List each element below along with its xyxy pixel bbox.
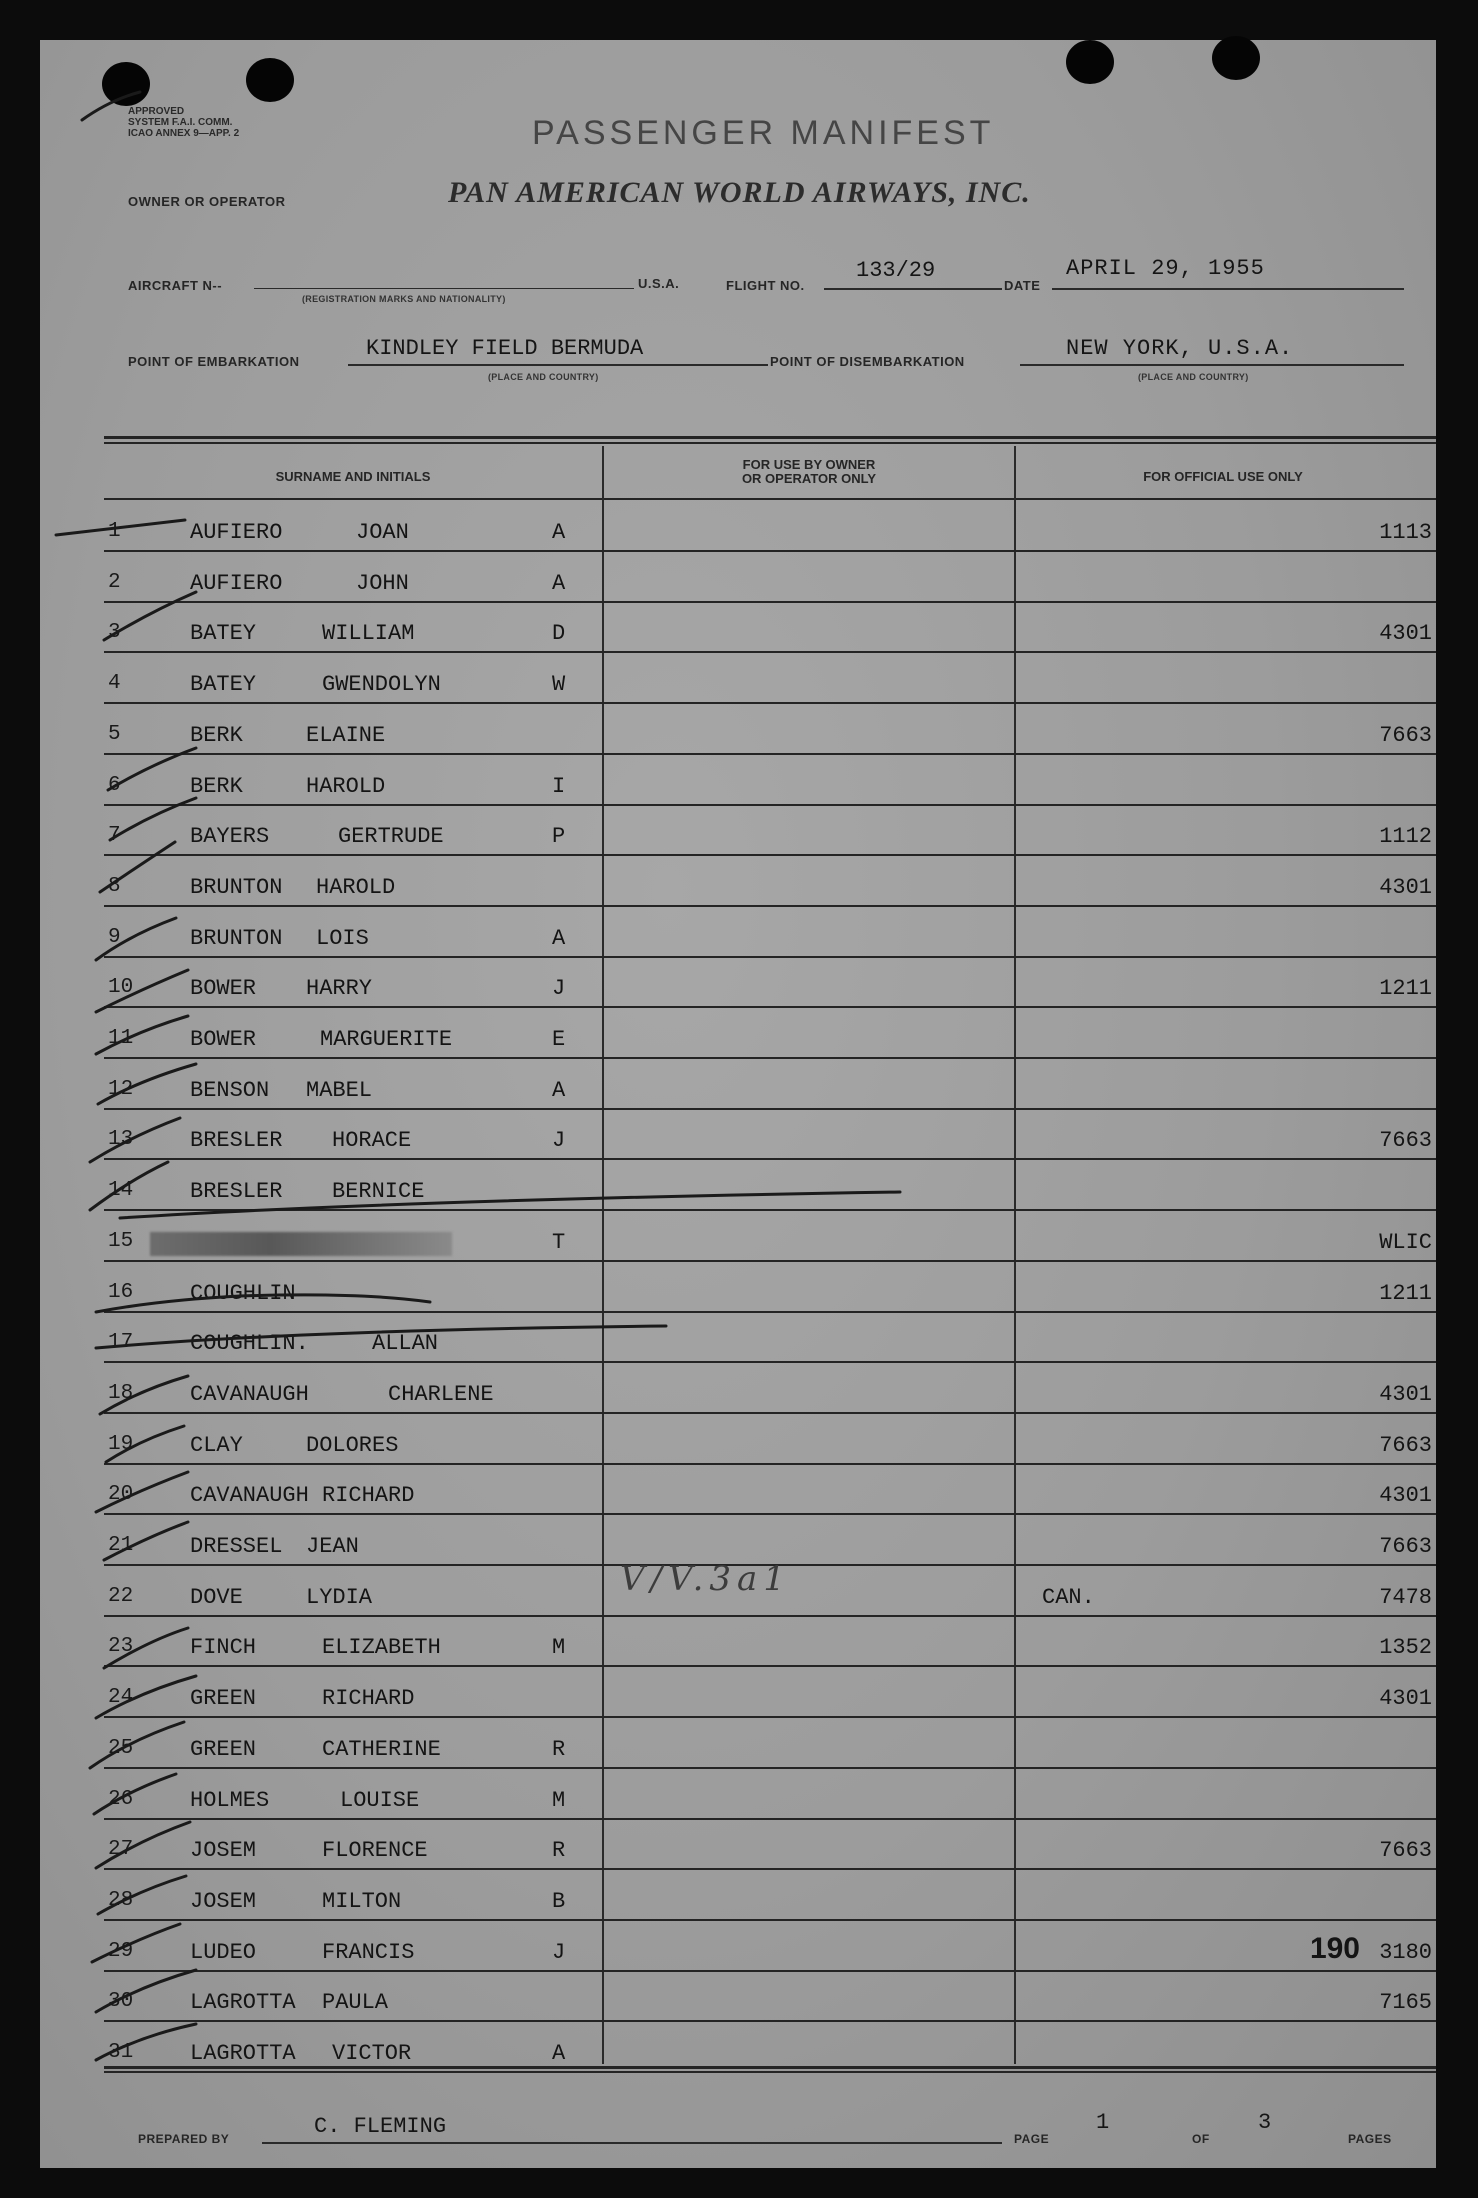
surname-cell: LUDEO bbox=[190, 1940, 257, 1965]
table-row bbox=[0, 1776, 1478, 1826]
surname-cell: BATEY bbox=[190, 621, 257, 646]
flight-label: FLIGHT NO. bbox=[726, 278, 805, 293]
table-row bbox=[0, 914, 1478, 964]
row-number: 19 bbox=[108, 1433, 134, 1456]
table-row bbox=[0, 660, 1478, 710]
aircraft-underline bbox=[254, 288, 634, 289]
surname-cell: BRESLER bbox=[190, 1179, 283, 1204]
date-label: DATE bbox=[1004, 278, 1041, 293]
surname-cell: LAGROTTA bbox=[190, 2041, 296, 2066]
table-row bbox=[0, 1877, 1478, 1927]
row-number: 14 bbox=[108, 1179, 134, 1202]
stamp-line: ICAO ANNEX 9—APP. 2 bbox=[128, 128, 240, 139]
official-code-cell: WLIC bbox=[1379, 1230, 1432, 1255]
table-row bbox=[0, 559, 1478, 609]
prepared-by-value: C. FLEMING bbox=[314, 2114, 447, 2139]
table-row bbox=[0, 1269, 1478, 1319]
given-name-cell: GERTRUDE bbox=[338, 824, 444, 849]
initial-cell: I bbox=[552, 774, 566, 799]
table-row bbox=[0, 1826, 1478, 1876]
date-value: APRIL 29, 1955 bbox=[1066, 256, 1265, 281]
given-name-cell: JOAN bbox=[356, 520, 409, 545]
surname-cell: BERK bbox=[190, 774, 243, 799]
page-label: PAGE bbox=[1014, 2132, 1050, 2146]
given-name-cell: HARRY bbox=[306, 976, 373, 1001]
given-name-cell: WILLIAM bbox=[322, 621, 415, 646]
official-code-cell: 4301 bbox=[1379, 1686, 1432, 1711]
initial-cell: A bbox=[552, 1078, 566, 1103]
stamp-line: APPROVED bbox=[128, 106, 185, 117]
row-number: 28 bbox=[108, 1889, 134, 1912]
given-name-cell: CATHERINE bbox=[322, 1737, 441, 1762]
surname-cell: JOSEM bbox=[190, 1889, 257, 1914]
row-number: 6 bbox=[108, 774, 121, 797]
given-name-cell: FRANCIS bbox=[322, 1940, 415, 1965]
given-name-cell: FLORENCE bbox=[322, 1838, 428, 1863]
given-name-cell: HAROLD bbox=[306, 774, 386, 799]
initial-cell: M bbox=[552, 1635, 566, 1660]
initial-cell: W bbox=[552, 672, 566, 697]
table-row bbox=[0, 1015, 1478, 1065]
initial-cell: E bbox=[552, 1027, 566, 1052]
surname-cell: GREEN bbox=[190, 1686, 257, 1711]
given-name-cell: MABEL bbox=[306, 1078, 373, 1103]
surname-cell: BRESLER bbox=[190, 1128, 283, 1153]
official-code-cell: 1211 bbox=[1379, 976, 1432, 1001]
flight-underline bbox=[824, 288, 1002, 290]
surname-cell: HOLMES bbox=[190, 1788, 270, 1813]
row-number: 31 bbox=[108, 2041, 134, 2064]
given-name-cell: ELIZABETH bbox=[322, 1635, 441, 1660]
surname-header: SURNAME AND INITIALS bbox=[275, 469, 431, 484]
row-number: 18 bbox=[108, 1382, 134, 1405]
official-code-cell: 1352 bbox=[1379, 1635, 1432, 1660]
of-label: OF bbox=[1192, 2132, 1210, 2146]
given-name-cell: LYDIA bbox=[306, 1585, 373, 1610]
prepared-underline bbox=[262, 2142, 1002, 2144]
given-name-cell: VICTOR bbox=[332, 2041, 412, 2066]
redaction-mark bbox=[150, 1232, 452, 1256]
initial-cell: J bbox=[552, 1128, 566, 1153]
table-row bbox=[0, 2029, 1478, 2079]
surname-cell: GREEN bbox=[190, 1737, 257, 1762]
given-name-cell: RICHARD bbox=[322, 1686, 415, 1711]
surname-cell: CAVANAUGH bbox=[190, 1382, 309, 1407]
row-number: 22 bbox=[108, 1585, 134, 1608]
initial-cell: R bbox=[552, 1737, 566, 1762]
airline-name: PAN AMERICAN WORLD AIRWAYS, INC. bbox=[448, 176, 1031, 209]
given-name-cell: JEAN bbox=[306, 1534, 359, 1559]
row-number: 17 bbox=[108, 1331, 134, 1354]
punch-hole bbox=[1066, 40, 1114, 84]
row-number: 8 bbox=[108, 875, 121, 898]
initial-cell: J bbox=[552, 976, 566, 1001]
surname-cell: COUGHLIN bbox=[190, 1281, 296, 1306]
official-note: CAN. bbox=[1042, 1585, 1095, 1610]
embark-underline bbox=[348, 364, 768, 366]
punch-hole bbox=[246, 58, 294, 102]
flight-number: 133/29 bbox=[856, 258, 936, 283]
table-row bbox=[0, 508, 1478, 558]
table-row bbox=[0, 1370, 1478, 1420]
row-number: 10 bbox=[108, 976, 134, 999]
official-code-cell: 4301 bbox=[1379, 875, 1432, 900]
row-number: 25 bbox=[108, 1737, 134, 1760]
row-number: 30 bbox=[108, 1990, 134, 2013]
given-name-cell: ELAINE bbox=[306, 723, 386, 748]
surname-cell: BAYERS bbox=[190, 824, 270, 849]
row-number: 11 bbox=[108, 1027, 134, 1050]
row-number: 29 bbox=[108, 1940, 134, 1963]
given-name-cell: JOHN bbox=[356, 571, 409, 596]
surname-cell: AUFIERO bbox=[190, 571, 283, 596]
given-name-cell: RICHARD bbox=[322, 1483, 415, 1508]
initial-cell: A bbox=[552, 571, 566, 596]
given-name-cell: MARGUERITE bbox=[320, 1027, 453, 1052]
disembarkation-value: NEW YORK, U.S.A. bbox=[1066, 336, 1294, 361]
surname-cell: AUFIERO bbox=[190, 520, 283, 545]
surname-cell: COUGHLIN. bbox=[190, 1331, 309, 1356]
given-name-cell: HORACE bbox=[332, 1128, 412, 1153]
table-row bbox=[0, 711, 1478, 761]
official-use-header: FOR OFFICIAL USE ONLY bbox=[1143, 469, 1303, 484]
surname-cell: JOSEM bbox=[190, 1838, 257, 1863]
owner-use-header bbox=[604, 458, 1014, 486]
table-top-rule bbox=[104, 436, 1436, 439]
table-row bbox=[0, 1725, 1478, 1775]
official-code-cell: 7663 bbox=[1379, 1433, 1432, 1458]
official-code-cell: 1113 bbox=[1379, 520, 1432, 545]
row-number: 7 bbox=[108, 824, 121, 847]
table-row bbox=[0, 1928, 1478, 1978]
punch-hole bbox=[102, 62, 150, 106]
official-code-cell: 1112 bbox=[1379, 824, 1432, 849]
table-top-rule-2 bbox=[104, 442, 1436, 444]
initial-cell: D bbox=[552, 621, 566, 646]
official-code-cell: 7663 bbox=[1379, 723, 1432, 748]
row-number: 4 bbox=[108, 672, 121, 695]
initial-cell: T bbox=[552, 1230, 566, 1255]
page-number: 1 bbox=[1096, 2110, 1110, 2135]
row-number: 9 bbox=[108, 926, 121, 949]
given-name-cell: BERNICE bbox=[332, 1179, 425, 1204]
row-number: 15 bbox=[108, 1230, 134, 1253]
embarkation-label: POINT OF EMBARKATION bbox=[128, 354, 300, 369]
table-row bbox=[0, 1167, 1478, 1217]
surname-cell: FINCH bbox=[190, 1635, 257, 1660]
aircraft-label: AIRCRAFT N-- bbox=[128, 278, 223, 293]
official-code-cell: 4301 bbox=[1379, 621, 1432, 646]
table-row bbox=[0, 1421, 1478, 1471]
page-title: PASSENGER MANIFEST bbox=[532, 114, 995, 152]
disembark-caption: (PLACE AND COUNTRY) bbox=[1138, 372, 1249, 382]
initial-cell: A bbox=[552, 926, 566, 951]
surname-cell: DRESSEL bbox=[190, 1534, 283, 1559]
table-row bbox=[0, 609, 1478, 659]
surname-cell: BRUNTON bbox=[190, 875, 283, 900]
row-number: 16 bbox=[108, 1281, 134, 1304]
row-number: 27 bbox=[108, 1838, 134, 1861]
total-pages: 3 bbox=[1258, 2110, 1272, 2135]
given-name-cell: MILTON bbox=[322, 1889, 402, 1914]
surname-cell: CAVANAUGH bbox=[190, 1483, 309, 1508]
approval-stamp bbox=[128, 106, 239, 139]
row-number: 5 bbox=[108, 723, 121, 746]
table-row bbox=[0, 762, 1478, 812]
stamp-line: SYSTEM F.A.I. COMM. bbox=[128, 117, 233, 128]
initial-cell: R bbox=[552, 1838, 566, 1863]
owner-use-header-line: FOR USE BY OWNER bbox=[742, 457, 876, 472]
official-code-cell: 7663 bbox=[1379, 1128, 1432, 1153]
punch-hole bbox=[1212, 36, 1260, 80]
surname-cell: CLAY bbox=[190, 1433, 243, 1458]
official-code-cell: 4301 bbox=[1379, 1382, 1432, 1407]
table-row bbox=[0, 1623, 1478, 1673]
given-name-cell: ALLAN bbox=[372, 1331, 439, 1356]
official-code-cell: 7663 bbox=[1379, 1838, 1432, 1863]
handwritten-note: V/V.3a1 bbox=[620, 1559, 791, 1599]
registration-caption: (REGISTRATION MARKS AND NATIONALITY) bbox=[302, 294, 506, 304]
table-row bbox=[0, 1978, 1478, 2028]
table-row bbox=[0, 1116, 1478, 1166]
initial-cell: B bbox=[552, 1889, 566, 1914]
table-row bbox=[0, 1319, 1478, 1369]
row-number: 13 bbox=[108, 1128, 134, 1151]
disembark-underline bbox=[1020, 364, 1404, 366]
usa-label: U.S.A. bbox=[638, 276, 680, 291]
given-name-cell: HAROLD bbox=[316, 875, 396, 900]
official-code-cell: 3180 bbox=[1379, 1940, 1432, 1965]
surname-cell: BRUNTON bbox=[190, 926, 283, 951]
table-row bbox=[0, 1471, 1478, 1521]
surname-cell: BERK bbox=[190, 723, 243, 748]
row-number: 24 bbox=[108, 1686, 134, 1709]
initial-cell: A bbox=[552, 520, 566, 545]
row-number: 3 bbox=[108, 621, 121, 644]
table-row bbox=[0, 1674, 1478, 1724]
given-name-cell: CHARLENE bbox=[388, 1382, 494, 1407]
initial-cell: P bbox=[552, 824, 566, 849]
date-underline bbox=[1052, 288, 1404, 290]
given-name-cell: LOIS bbox=[316, 926, 369, 951]
initial-cell: A bbox=[552, 2041, 566, 2066]
row-number: 20 bbox=[108, 1483, 134, 1506]
owner-label: OWNER OR OPERATOR bbox=[128, 194, 286, 209]
initial-cell: J bbox=[552, 1940, 566, 1965]
row-number: 21 bbox=[108, 1534, 134, 1557]
embarkation-value: KINDLEY FIELD BERMUDA bbox=[366, 336, 644, 361]
owner-use-header-line: OR OPERATOR ONLY bbox=[741, 471, 877, 486]
official-code-cell: 4301 bbox=[1379, 1483, 1432, 1508]
table-bottom-rule bbox=[104, 2066, 1436, 2069]
table-row bbox=[0, 863, 1478, 913]
row-number: 26 bbox=[108, 1788, 134, 1811]
header-bottom-rule bbox=[104, 498, 1436, 500]
official-code-cell: 7663 bbox=[1379, 1534, 1432, 1559]
prepared-by-label: PREPARED BY bbox=[138, 2132, 230, 2146]
handwritten-code: 190 bbox=[1309, 1932, 1360, 1965]
row-number: 12 bbox=[108, 1078, 134, 1101]
surname-cell: DOVE bbox=[190, 1585, 243, 1610]
official-code-cell: 7478 bbox=[1379, 1585, 1432, 1610]
given-name-cell: GWENDOLYN bbox=[322, 672, 441, 697]
table-row bbox=[0, 964, 1478, 1014]
row-number: 1 bbox=[108, 520, 121, 543]
given-name-cell: LOUISE bbox=[340, 1788, 420, 1813]
surname-cell: LAGROTTA bbox=[190, 1990, 296, 2015]
surname-cell: BATEY bbox=[190, 672, 257, 697]
surname-cell: BENSON bbox=[190, 1078, 270, 1103]
given-name-cell: PAULA bbox=[322, 1990, 389, 2015]
disembarkation-label: POINT OF DISEMBARKATION bbox=[770, 354, 965, 369]
embark-caption: (PLACE AND COUNTRY) bbox=[488, 372, 599, 382]
official-code-cell: 1211 bbox=[1379, 1281, 1432, 1306]
pages-label: PAGES bbox=[1348, 2132, 1392, 2146]
given-name-cell: DOLORES bbox=[306, 1433, 399, 1458]
table-row bbox=[0, 1066, 1478, 1116]
surname-cell: BOWER bbox=[190, 976, 257, 1001]
table-row bbox=[0, 812, 1478, 862]
row-number: 23 bbox=[108, 1635, 134, 1658]
table-row bbox=[0, 1559, 1478, 1623]
initial-cell: M bbox=[552, 1788, 566, 1813]
official-code-cell: 7165 bbox=[1379, 1990, 1432, 2015]
row-number: 2 bbox=[108, 571, 121, 594]
surname-cell: BOWER bbox=[190, 1027, 257, 1052]
